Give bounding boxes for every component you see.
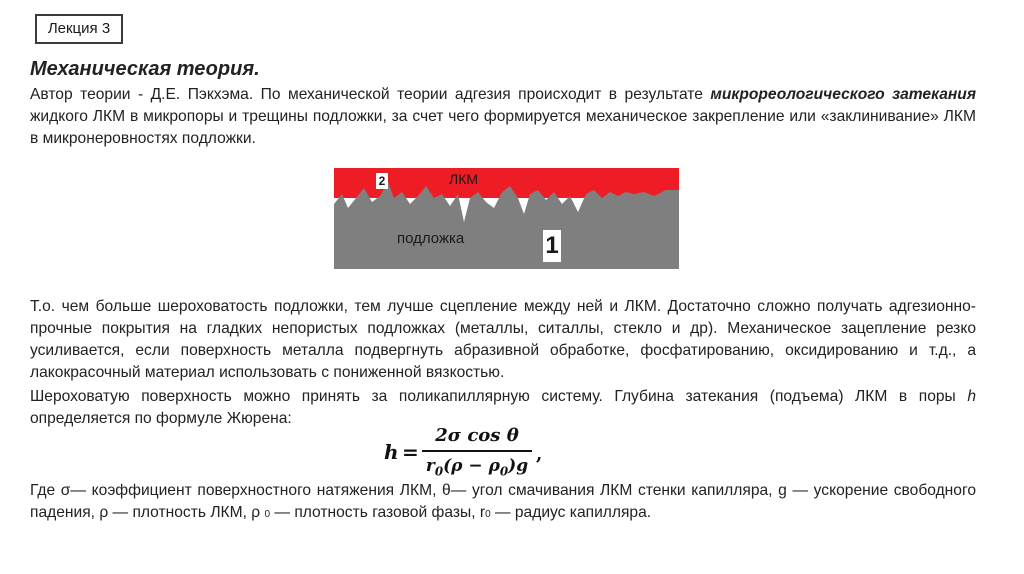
legend-sub-1: 0 (264, 509, 271, 520)
formula-equals: = (402, 440, 419, 464)
paragraph-capillary-text-b: определяется по формуле Жюрена: (30, 410, 292, 427)
paragraph-roughness: Т.о. чем больше шероховатость подложки, тем лучше сцепление между ней и ЛКМ. Достаточно сложно получать адгезионно-прочные покрытия на гладких непористых подложках (металлы, ситаллы, стекло и др). Механическое зацепление резко усиливается, если поверхность металла подвергнуть абразивной обработке, фосфатированию, оксидированию и т.д., а лакокрасочный материал использовать с пониженной вязкостью. (30, 298, 976, 381)
substrate-layer (334, 182, 672, 269)
adhesion-diagram (334, 168, 679, 269)
substrate-right-edge (672, 190, 679, 269)
substrate-label: подложка (397, 230, 465, 247)
formula-lhs: h (384, 440, 399, 464)
paragraph-author (30, 84, 976, 150)
paragraph-author-emphasis: микрореологического затекания (710, 86, 976, 103)
slide-title: Механическая теория. (30, 58, 260, 80)
legend-text-c: — радиус капилляра. (490, 504, 652, 521)
paragraph-capillary-text-a: Шероховатую поверхность можно принять за поликапиллярную систему. Глубина затекания (подъема) ЛКМ в поры (30, 388, 968, 405)
formula-den-g: )g (508, 456, 529, 476)
formula-den-r: r (425, 456, 435, 476)
legend-sub-2: 0 (485, 509, 491, 520)
formula-fraction (422, 424, 532, 483)
marker-2: 2 (376, 173, 388, 189)
legend-text-a: Где σ— коэффициент поверхностного натяжения ЛКМ, θ— угол смачивания ЛКМ стенки капилляра, g — ускорение свободного падения, ρ — плотность ЛКМ, ρ (30, 482, 976, 521)
formula-denominator (422, 454, 532, 483)
formula-den-sub2: 0 (499, 464, 509, 479)
jurin-formula (384, 424, 554, 478)
paragraph-author-text-c: жидкого ЛКМ в микропоры и трещины подложки, за счет чего формируется механическое закрепление или «заклинивание» ЛКМ в микронеровностях подложки. (30, 108, 976, 147)
formula-comma: , (536, 444, 543, 465)
formula-fraction-bar (422, 450, 532, 452)
formula-den-sub: 0 (434, 464, 444, 479)
formula-den-rho: (ρ − ρ (443, 456, 500, 476)
paragraph-capillary-h: h (967, 388, 976, 405)
paragraph-legend (30, 480, 976, 526)
paragraph-author-text-a: Автор теории - Д.Е. Пэкхэма. По механической теории адгезия происходит в результате (30, 86, 711, 103)
formula-numerator: 2σ cos θ (435, 425, 519, 446)
lecture-label: Лекция 3 (35, 14, 123, 44)
marker-1: 1 (543, 230, 561, 262)
coating-label: ЛКМ (449, 171, 479, 187)
legend-text-b: — плотность газовой фазы, r (270, 504, 486, 521)
